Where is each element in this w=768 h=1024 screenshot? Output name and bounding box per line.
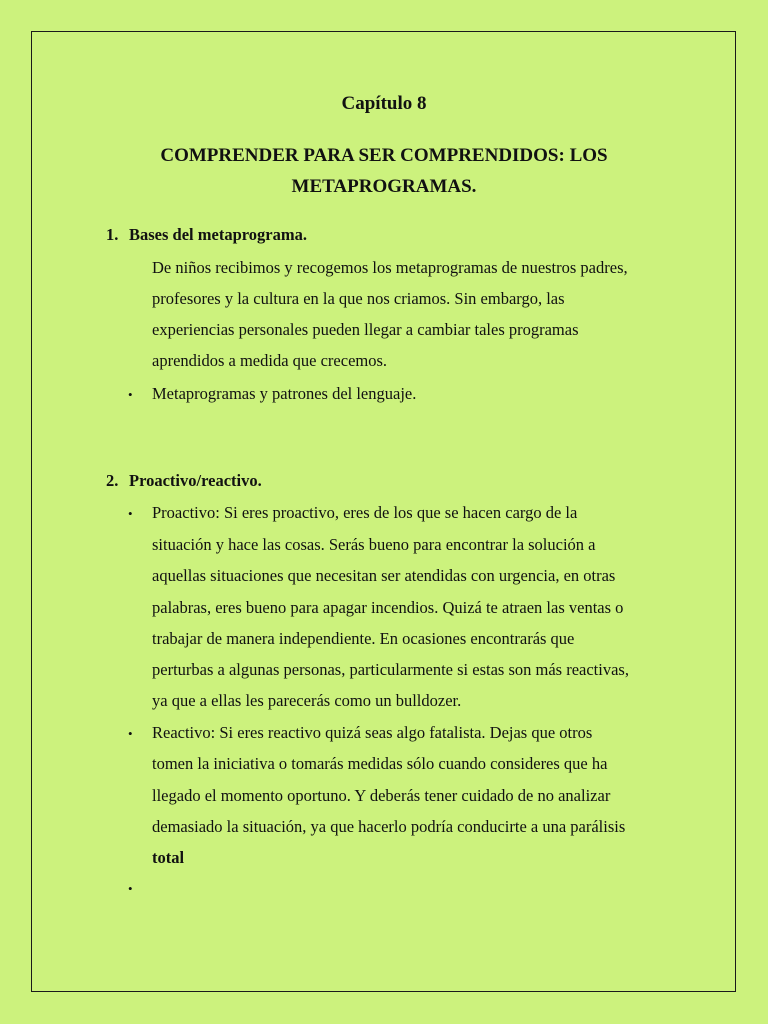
paragraph-line: De niños recibimos y recogemos los metaprogramas de nuestros padres,	[152, 258, 628, 277]
bullet-icon: •	[128, 881, 133, 896]
paragraph-line: profesores y la cultura en la que nos criamos. Sin embargo, las	[152, 289, 565, 308]
bullet-text: Reactivo: Si eres reactivo quizá seas algo fatalista. Dejas que otros	[152, 723, 593, 742]
bullet-text: perturbas a algunas personas, particularmente si estas son más reactivas,	[152, 660, 629, 679]
bullet-text: llegado el momento oportuno. Y deberás tener cuidado de no analizar	[152, 786, 611, 805]
bullet-text: aquellas situaciones que necesitan ser atendidas con urgencia, en otras	[152, 566, 616, 585]
section-heading-text: Bases del metaprograma.	[129, 225, 307, 244]
section-heading-text: Proactivo/reactivo.	[129, 471, 262, 490]
section-number: 1.	[106, 225, 119, 244]
paragraph-line: aprendidos a medida que crecemos.	[152, 351, 388, 370]
section-number: 2.	[106, 471, 119, 490]
paragraph-line: experiencias personales pueden llegar a cambiar tales programas	[152, 320, 579, 339]
bullet-text: Proactivo: Si eres proactivo, eres de los que se hacen cargo de la	[152, 503, 578, 522]
title-line: COMPRENDER PARA SER COMPRENDIDOS: LOS	[160, 145, 608, 166]
section-heading-1	[106, 224, 307, 246]
section-heading-2	[106, 470, 262, 492]
bullet-text: ya que a ellas les parecerás como un bulldozer.	[152, 691, 462, 710]
bullet-text: trabajar de manera independiente. En ocasiones encontrarás que	[152, 629, 575, 648]
title-line: METAPROGRAMAS.	[291, 176, 477, 197]
bullet-text-bold: total	[152, 848, 185, 867]
bullet-text: situación y hace las cosas. Serás bueno para encontrar la solución a	[152, 535, 596, 554]
bullet-text: palabras, eres bueno para apagar incendios. Quizá te atraen las ventas o	[152, 598, 624, 617]
bullet-icon: •	[128, 387, 133, 402]
bullet-text: Metaprogramas y patrones del lenguaje.	[152, 384, 417, 403]
bullet-icon: •	[128, 726, 133, 741]
document-title	[0, 140, 768, 202]
bullet-text: tomen la iniciativa o tomarás medidas sólo cuando consideres que ha	[152, 754, 608, 773]
bullet-text: demasiado la situación, ya que hacerlo podría conducirte a una parálisis	[152, 817, 626, 836]
bullet-icon: •	[128, 506, 133, 521]
chapter-title: Capítulo 8	[341, 93, 427, 114]
